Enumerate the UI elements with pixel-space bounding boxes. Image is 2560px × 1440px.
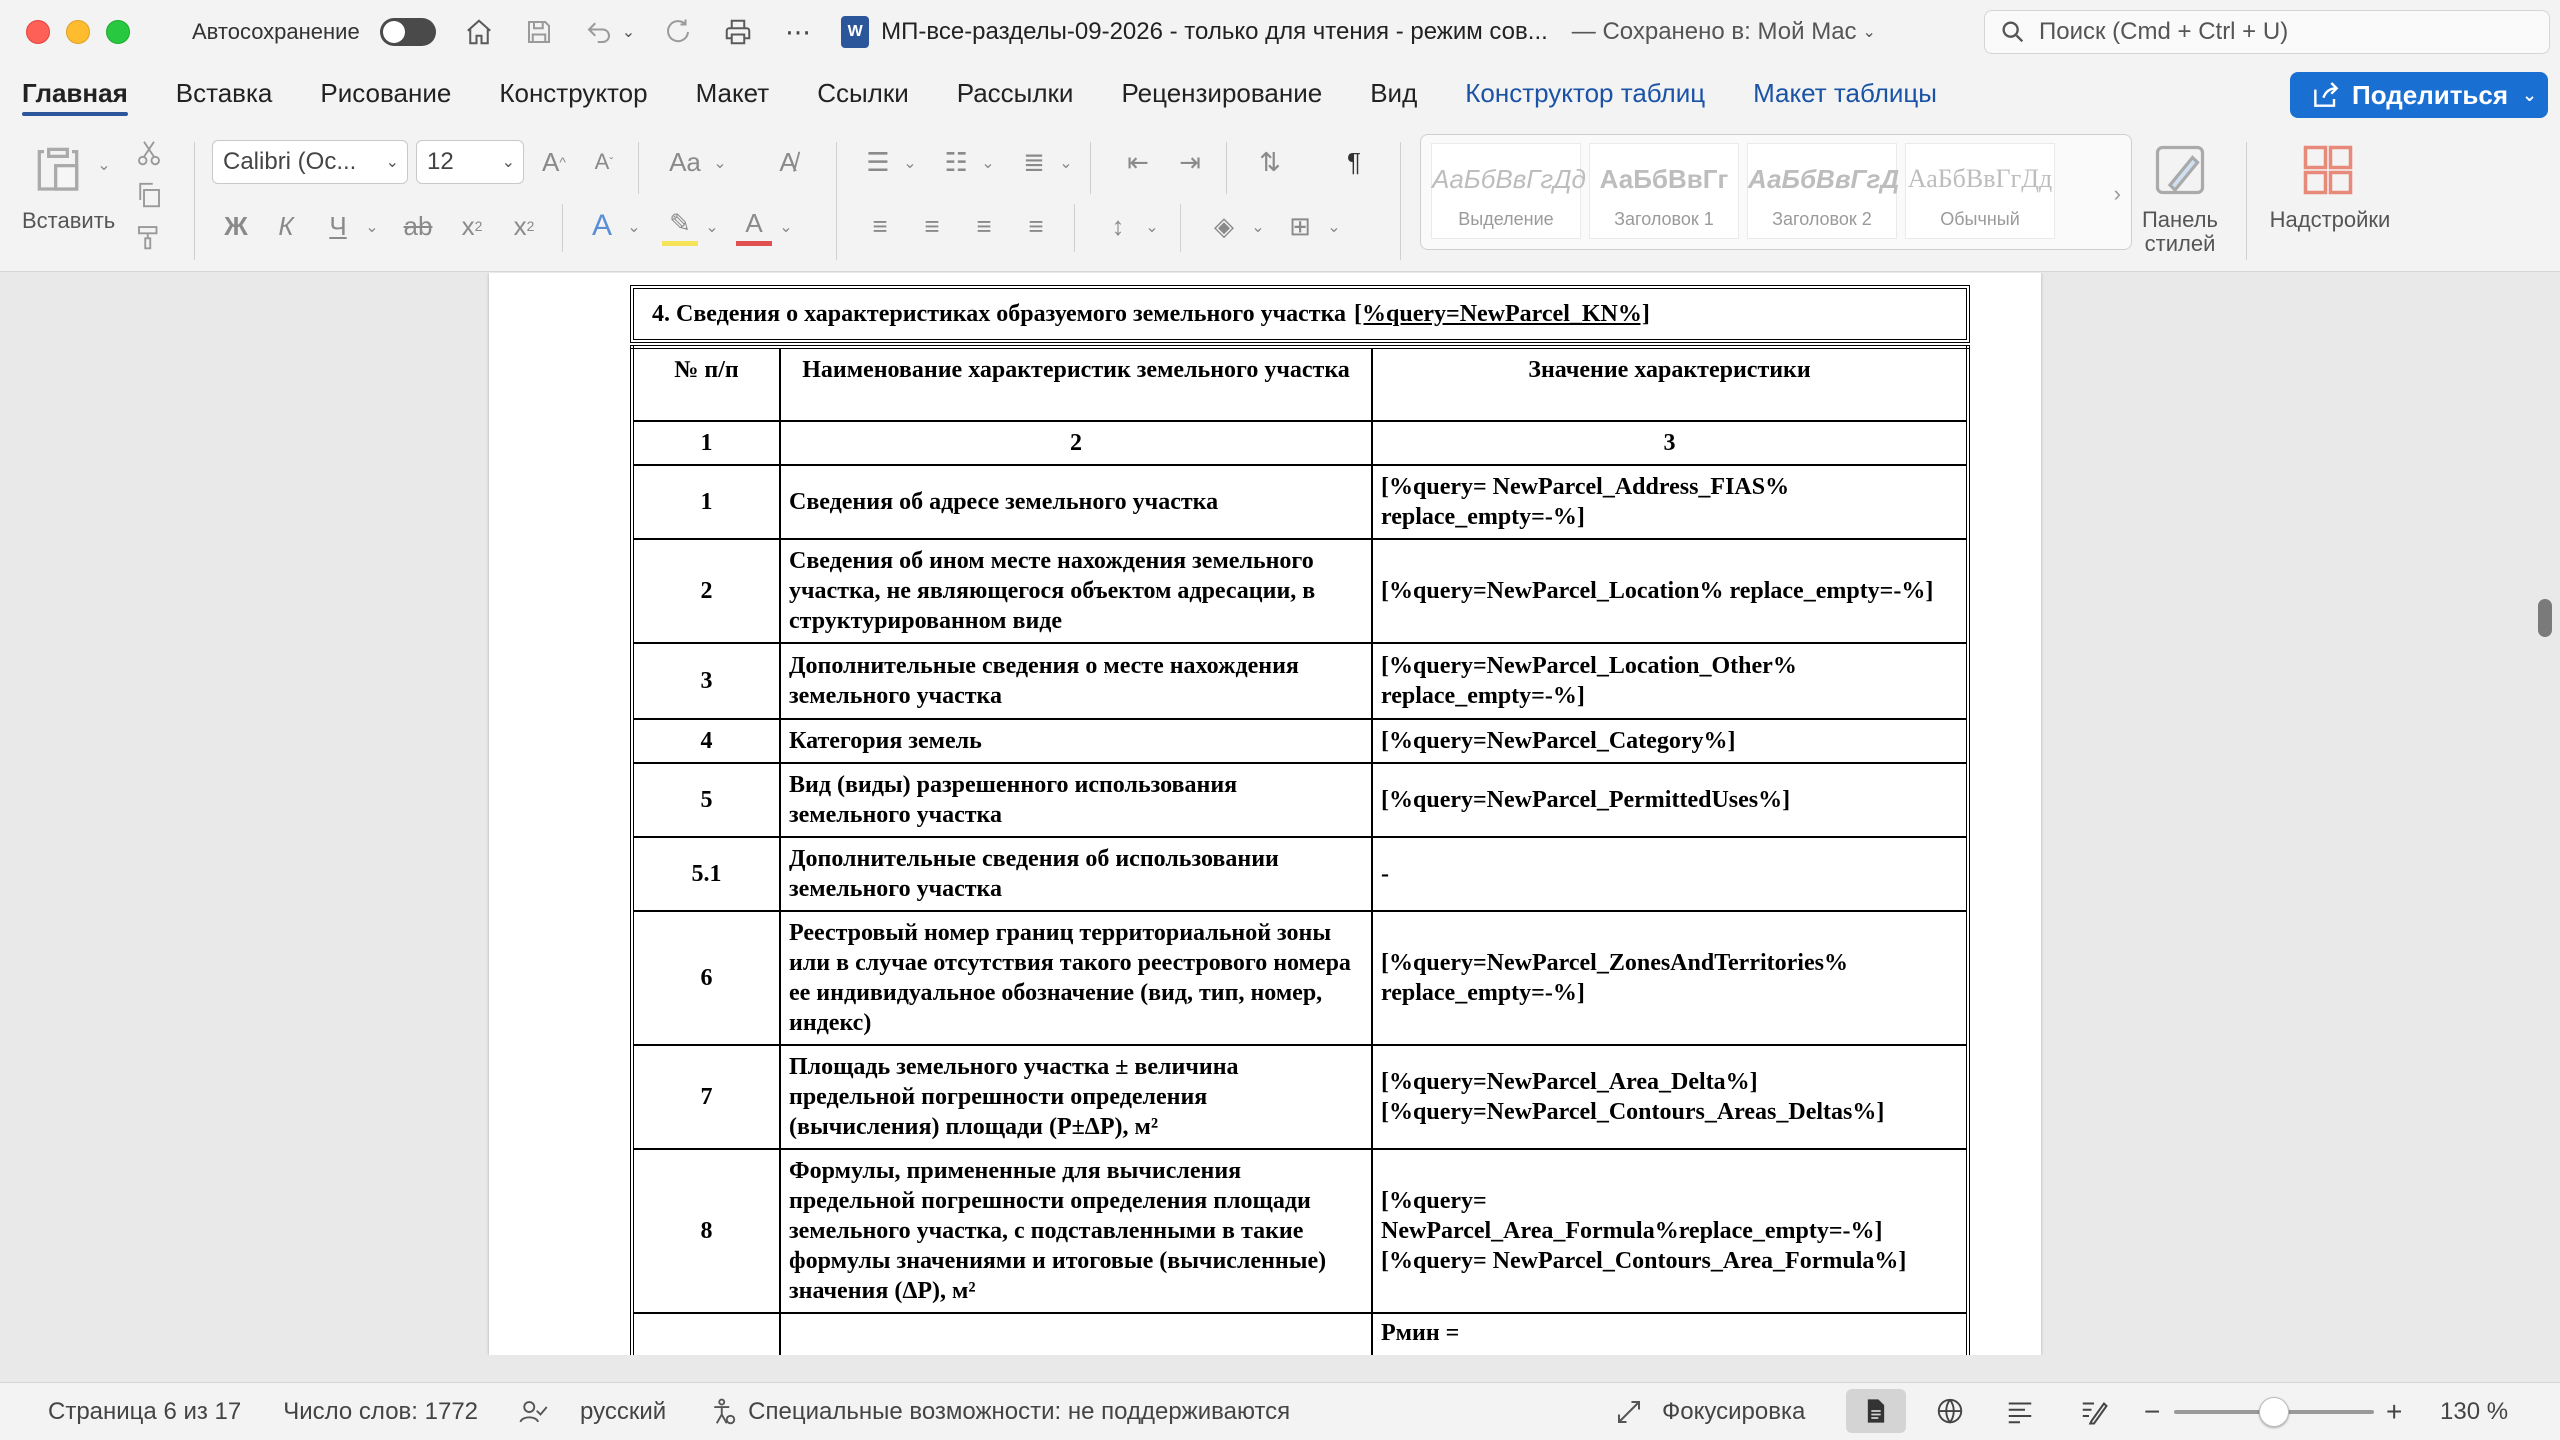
increase-indent-icon[interactable]: ⇥	[1179, 146, 1201, 177]
borders-icon[interactable]: ⊞	[1289, 210, 1311, 241]
home-icon[interactable]	[462, 15, 496, 49]
shading-dropdown-icon[interactable]: ⌄	[1251, 219, 1265, 236]
header-name[interactable]: Наименование характеристик земельного участка	[780, 347, 1372, 421]
zoom-level[interactable]: 130 %	[2440, 1397, 2509, 1425]
accessibility-icon[interactable]	[708, 1397, 738, 1427]
proofing-icon[interactable]	[518, 1397, 548, 1427]
italic-icon[interactable]: К	[278, 210, 294, 241]
row-name[interactable]: Категория земель	[780, 719, 1372, 763]
numbering-icon[interactable]: ☷	[944, 146, 968, 177]
save-icon[interactable]	[522, 15, 556, 49]
row-value[interactable]: [%query=NewParcel_PermittedUses%]	[1372, 763, 1968, 837]
table-cell[interactable]: 1	[632, 421, 780, 465]
style-heading-2[interactable]	[1747, 143, 1900, 239]
align-center-icon[interactable]: ≡	[924, 210, 940, 241]
bullets-dropdown-icon[interactable]: ⌄	[903, 155, 917, 172]
header-num[interactable]: № п/п	[632, 347, 780, 421]
share-label: Поделиться	[2352, 79, 2509, 110]
undo-icon[interactable]	[582, 15, 616, 49]
tab-table-layout[interactable]: Макет таблицы	[1753, 77, 1937, 108]
table-row	[632, 911, 1968, 1045]
close-window-button[interactable]	[26, 20, 50, 44]
sort-icon[interactable]: ⇅	[1259, 146, 1281, 177]
tab-layout[interactable]: Макет	[695, 77, 770, 108]
line-spacing-dropdown-icon[interactable]: ⌄	[1145, 219, 1159, 236]
row-value[interactable]: [%query=NewParcel_Location% replace_empty=-%]	[1372, 539, 1968, 643]
table-row	[632, 1313, 1968, 1355]
shading-icon[interactable]: ◈	[1214, 210, 1234, 241]
minimize-window-button[interactable]	[66, 20, 90, 44]
autosave-label: Автосохранение	[192, 19, 360, 44]
table-index-row	[632, 421, 1968, 465]
search-icon	[1999, 18, 2027, 46]
paste-dropdown-icon[interactable]: ⌄	[97, 157, 111, 174]
tab-view[interactable]: Вид	[1370, 77, 1418, 108]
align-left-icon[interactable]: ≡	[872, 210, 888, 241]
zoom-out-button[interactable]: −	[2144, 1395, 2161, 1427]
tab-references[interactable]: Ссылки	[817, 77, 909, 108]
row-number[interactable]: 3	[632, 643, 780, 719]
zoom-in-button[interactable]: +	[2386, 1395, 2403, 1427]
more-icon[interactable]: ⋯	[785, 16, 812, 47]
document-canvas[interactable]	[0, 273, 2560, 1355]
styles-pane-icon[interactable]	[2148, 138, 2212, 202]
table-row	[632, 539, 1968, 643]
outline-view-icon[interactable]	[1990, 1389, 2050, 1433]
ribbon-toolbar	[0, 122, 2560, 272]
print-icon[interactable]	[721, 15, 755, 49]
highlight-icon[interactable]: ✎	[662, 206, 698, 246]
maximize-window-button[interactable]	[106, 20, 130, 44]
row-name[interactable]	[780, 1313, 1372, 1355]
row-name[interactable]: Площадь земельного участка ± величина предельной погрешности определения (вычисления) площади (P±ΔP), м²	[780, 1045, 1372, 1149]
font-size-select[interactable]: 12 ⌄	[416, 140, 524, 184]
row-name[interactable]: Сведения об ином месте нахождения земельного участка, не являющегося объектом адресации, в структурированном виде	[780, 539, 1372, 643]
search-input[interactable]	[2039, 18, 2519, 46]
style-sample: АаБбВвГгДд	[1432, 164, 1586, 194]
style-heading-1[interactable]	[1589, 143, 1739, 239]
font-color-icon[interactable]: A	[736, 206, 772, 246]
underline-dropdown-icon[interactable]: ⌄	[365, 219, 379, 236]
line-spacing-icon[interactable]: ↕	[1111, 210, 1125, 241]
grow-font-icon[interactable]: A ^	[542, 146, 566, 177]
row-value[interactable]: -	[1372, 837, 1968, 911]
row-name[interactable]: Формулы, примененные для вычисления предельной погрешности определения площади земельного участка, с подставленными в такие формулы значениями и итоговые (вычисленные) значения (ΔP), м²	[780, 1149, 1372, 1313]
tab-draw[interactable]: Рисование	[320, 77, 452, 108]
tab-insert[interactable]: Вставка	[175, 77, 273, 108]
cut-icon[interactable]	[132, 136, 166, 170]
window-controls	[26, 20, 130, 44]
multilevel-list-icon[interactable]: ≣	[1023, 146, 1045, 177]
tab-home[interactable]: Главная	[22, 64, 128, 122]
row-number[interactable]	[632, 1313, 780, 1355]
row-value[interactable]: Pмин =	[1372, 1313, 1968, 1355]
strikethrough-icon[interactable]: ab	[403, 210, 433, 241]
borders-dropdown-icon[interactable]: ⌄	[1327, 219, 1341, 236]
table-header-row	[632, 347, 1968, 421]
row-number[interactable]: 4	[632, 719, 780, 763]
paste-label: Вставить	[22, 208, 116, 233]
zoom-slider[interactable]	[2174, 1410, 2374, 1414]
addins-icon[interactable]	[2296, 138, 2360, 202]
table-row	[632, 1045, 1968, 1149]
focus-mode[interactable]: Фокусировка	[1662, 1397, 1806, 1425]
subscript-icon[interactable]: x 2	[461, 210, 483, 241]
style-sample: АаБбВвГгДд	[1907, 164, 2053, 193]
table-row	[632, 643, 1968, 719]
row-value[interactable]: [%query= NewParcel_Address_FIAS% replace_empty=-%]	[1372, 465, 1968, 539]
share-button[interactable]	[2290, 72, 2548, 118]
row-value[interactable]: [%query= NewParcel_Area_Formula%replace_empty=-%] [%query= NewParcel_Contours_Area_Formula%]	[1372, 1149, 1968, 1313]
row-number[interactable]: 2	[632, 539, 780, 643]
row-value[interactable]: [%query=NewParcel_Area_Delta%] [%query=NewParcel_Contours_Areas_Deltas%]	[1372, 1045, 1968, 1149]
styles-pane-label[interactable]: Панель стилей	[2141, 207, 2218, 256]
ribbon-tabs	[0, 64, 2560, 122]
font-size-value: 12	[427, 148, 454, 175]
font-name-select[interactable]: Calibri (Ос... ⌄	[212, 140, 408, 184]
row-number[interactable]: 7	[632, 1045, 780, 1149]
share-chevron-icon[interactable]: ⌄	[2522, 84, 2538, 105]
table-row	[632, 763, 1968, 837]
underline-icon[interactable]: Ч	[329, 210, 347, 241]
change-case-icon[interactable]: Aa	[669, 146, 701, 177]
style-sample: АаБбВвГг	[1599, 164, 1729, 194]
autosave-toggle[interactable]	[380, 18, 436, 46]
table-row	[632, 465, 1968, 539]
bullets-icon[interactable]: ☰	[866, 146, 890, 177]
section-heading[interactable]	[630, 285, 1970, 343]
draft-view-icon[interactable]	[2064, 1389, 2124, 1433]
table-row	[632, 719, 1968, 763]
font-color-dropdown-icon[interactable]: ⌄	[779, 219, 793, 236]
row-number[interactable]: 5	[632, 763, 780, 837]
tab-review[interactable]: Рецензирование	[1121, 77, 1323, 108]
show-formatting-marks-icon[interactable]: ¶	[1347, 146, 1361, 177]
highlight-dropdown-icon[interactable]: ⌄	[705, 219, 719, 236]
numbering-dropdown-icon[interactable]: ⌄	[981, 155, 995, 172]
tab-mailings[interactable]: Рассылки	[956, 77, 1074, 108]
row-name[interactable]: Дополнительные сведения об использовании земельного участка	[780, 837, 1372, 911]
print-layout-view-icon[interactable]	[1846, 1389, 1906, 1433]
format-painter-icon[interactable]	[132, 220, 166, 254]
undo-dropdown-icon[interactable]: ⌄	[621, 24, 636, 41]
row-number[interactable]: 6	[632, 911, 780, 1045]
table-cell[interactable]: 3	[1372, 421, 1968, 465]
row-number[interactable]: 8	[632, 1149, 780, 1313]
row-value[interactable]: [%query=NewParcel_Category%]	[1372, 719, 1968, 763]
text-effects-dropdown-icon[interactable]: ⌄	[627, 219, 641, 236]
tab-design[interactable]: Конструктор	[499, 77, 648, 108]
row-name[interactable]: Вид (виды) разрешенного использования земельного участка	[780, 763, 1372, 837]
save-location-chevron-icon[interactable]: ⌄	[1862, 24, 1876, 41]
characteristics-table[interactable]	[630, 345, 1970, 1355]
paste-icon[interactable]	[28, 136, 88, 200]
web-layout-view-icon[interactable]	[1920, 1389, 1980, 1433]
search-box[interactable]	[1984, 10, 2550, 54]
styles-gallery	[1420, 134, 2132, 250]
tab-table-design[interactable]: Конструктор таблиц	[1465, 77, 1706, 108]
page-count[interactable]: Страница 6 из 17	[48, 1397, 242, 1425]
accessibility-status[interactable]: Специальные возможности: не поддерживаются	[748, 1397, 1291, 1425]
superscript-icon[interactable]: x 2	[513, 210, 535, 241]
word-document-icon: W	[841, 16, 869, 48]
style-name: Выделение	[1458, 209, 1554, 229]
align-right-icon[interactable]: ≡	[976, 210, 992, 241]
style-name: Обычный	[1940, 209, 2020, 229]
focus-icon[interactable]	[1614, 1397, 1644, 1427]
multilevel-dropdown-icon[interactable]: ⌄	[1059, 155, 1073, 172]
style-name: Заголовок 2	[1772, 209, 1872, 229]
justify-icon[interactable]: ≡	[1028, 210, 1044, 241]
table-row	[632, 837, 1968, 911]
row-name[interactable]: Сведения об адресе земельного участка	[780, 465, 1372, 539]
shrink-font-icon[interactable]: A ˇ	[594, 149, 614, 174]
text-effects-icon[interactable]: A	[591, 209, 612, 242]
clear-formatting-icon[interactable]: A̸	[779, 146, 797, 177]
language[interactable]: русский	[580, 1397, 667, 1425]
document-title: МП-все-разделы-09-2026 - только для чтения - режим сов...	[881, 18, 1548, 45]
status-bar	[0, 1382, 2560, 1440]
style-name: Заголовок 1	[1614, 209, 1714, 229]
save-location[interactable]: — Сохранено в: Мой Mac	[1571, 18, 1857, 45]
section-query: [%query=NewParcel_KN%]	[1354, 300, 1650, 327]
word-count[interactable]: Число слов: 1772	[283, 1397, 479, 1425]
bold-icon[interactable]: Ж	[224, 210, 248, 241]
vertical-scrollbar-thumb[interactable]	[2538, 599, 2552, 637]
share-icon	[2310, 79, 2342, 111]
decrease-indent-icon[interactable]: ⇤	[1127, 146, 1149, 177]
gallery-next-icon[interactable]: ›	[2113, 181, 2121, 206]
style-normal[interactable]	[1905, 143, 2055, 239]
row-value[interactable]: [%query=NewParcel_ZonesAndTerritories% replace_empty=-%]	[1372, 911, 1968, 1045]
addins-label[interactable]: Надстройки	[2269, 207, 2391, 232]
row-value[interactable]: [%query=NewParcel_Location_Other% replace_empty=-%]	[1372, 643, 1968, 719]
row-name[interactable]: Дополнительные сведения о месте нахождения земельного участка	[780, 643, 1372, 719]
row-number[interactable]: 1	[632, 465, 780, 539]
style-emphasis[interactable]	[1431, 143, 1586, 239]
font-name-value: Calibri (Ос...	[223, 148, 357, 175]
table-row	[632, 1149, 1968, 1313]
copy-icon[interactable]	[132, 178, 166, 212]
zoom-slider-thumb[interactable]	[2259, 1397, 2289, 1427]
row-name[interactable]: Реестровый номер границ территориальной зоны или в случае отсутствия такого реестрового номера ее индивидуальное обозначение (вид, тип, номер, индекс)	[780, 911, 1372, 1045]
change-case-dropdown-icon[interactable]: ⌄	[713, 155, 727, 172]
header-value[interactable]: Значение характеристики	[1372, 347, 1968, 421]
row-number[interactable]: 5.1	[632, 837, 780, 911]
redo-icon[interactable]	[661, 15, 695, 49]
table-cell[interactable]: 2	[780, 421, 1372, 465]
style-sample: АаБбВвГгД	[1748, 164, 1900, 194]
section-title: 4. Сведения о характеристиках образуемого земельного участка	[652, 300, 1347, 327]
